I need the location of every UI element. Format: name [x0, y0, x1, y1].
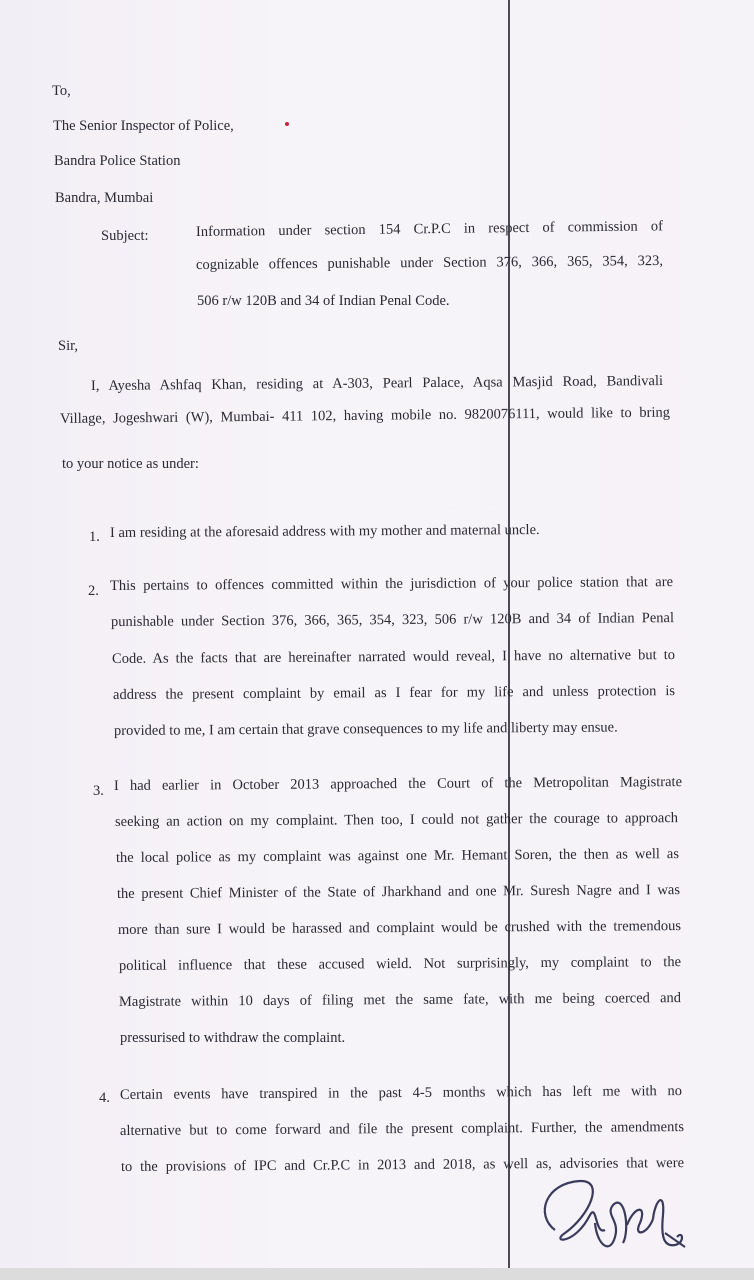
subject-line-1: Information under section 154 Cr.P.C in respect of commission of: [195, 218, 664, 240]
subject-label: Subject:: [101, 228, 149, 244]
item-4-line-3: to the provisions of IPC and Cr.P.C in 2013 and 2018, as well as, advisories that were: [120, 1155, 685, 1175]
intro-line-2: Village, Jogeshwari (W), Mumbai- 411 102, having mobile no. 9820076111, would like to bring: [59, 404, 671, 427]
item-2-line-1: This pertains to offences committed within the jurisdiction of your police station that are: [109, 574, 674, 594]
item-1-line-1: I am residing at the aforesaid address with my mother and maternal uncle.: [109, 522, 540, 541]
item-2-line-5: provided to me, I am certain that grave consequences to my life and liberty may ensue.: [113, 719, 618, 739]
intro-line-3: to your notice as under:: [62, 456, 199, 472]
item-4-number: 4.: [99, 1090, 110, 1106]
intro-line-1: I, Ayesha Ashfaq Khan, residing at A-303, Pearl Palace, Aqsa Masjid Road, Bandivali: [90, 373, 664, 394]
item-3-line-5: more than sure I would be harassed and complaint would be crushed with the tremendous: [117, 918, 682, 938]
address-line-2: Bandra Police Station: [54, 153, 181, 169]
page-fold-line: [508, 0, 510, 1268]
address-to: To,: [52, 83, 71, 99]
item-2-line-2: punishable under Section 376, 366, 365, 354, 323, 506 r/w 120B and 34 of Indian Penal: [110, 610, 675, 630]
salutation: Sir,: [58, 338, 78, 354]
item-3-line-2: seeking an action on my complaint. Then too, I could not gather the courage to approach: [114, 810, 679, 830]
item-4-line-1: Certain events have transpired in the past 4-5 months which has left me with no: [119, 1083, 683, 1103]
handwritten-signature: [535, 1175, 695, 1260]
red-ink-mark: [285, 122, 289, 126]
item-3-line-3: the local police as my complaint was against one Mr. Hemant Soren, the then as well as: [115, 846, 680, 866]
address-line-1: The Senior Inspector of Police,: [53, 118, 234, 134]
subject-line-3: 506 r/w 120B and 34 of Indian Penal Code.: [197, 293, 450, 309]
item-3-line-1: I had earlier in October 2013 approached the Court of the Metropolitan Magistrate: [113, 774, 683, 794]
item-3-line-7: Magistrate within 10 days of filing met the same fate, with me being coerced and: [118, 990, 682, 1010]
item-2-number: 2.: [88, 583, 99, 599]
item-4-line-2: alternative but to come forward and file the present complaint. Further, the amendments: [119, 1119, 685, 1139]
item-3-line-6: political influence that these accused wield. Not surprisingly, my complaint to the: [118, 954, 682, 974]
item-3-line-4: the present Chief Minister of the State of Jharkhand and one Mr. Suresh Nagre and I was: [116, 882, 681, 902]
screen-bottom-bar: [0, 1268, 754, 1280]
subject-line-2: cognizable offences punishable under Section 376, 366, 365, 354, 323,: [195, 252, 664, 273]
item-2-line-3: Code. As the facts that are hereinafter narrated would reveal, I have no alternative but to: [111, 647, 676, 667]
item-2-line-4: address the present complaint by email as I fear for my life and unless protection is: [112, 683, 676, 703]
item-3-line-8: pressurised to withdraw the complaint.: [120, 1030, 346, 1046]
item-3-number: 3.: [93, 783, 104, 799]
address-line-3: Bandra, Mumbai: [55, 190, 154, 206]
item-1-number: 1.: [89, 529, 100, 545]
